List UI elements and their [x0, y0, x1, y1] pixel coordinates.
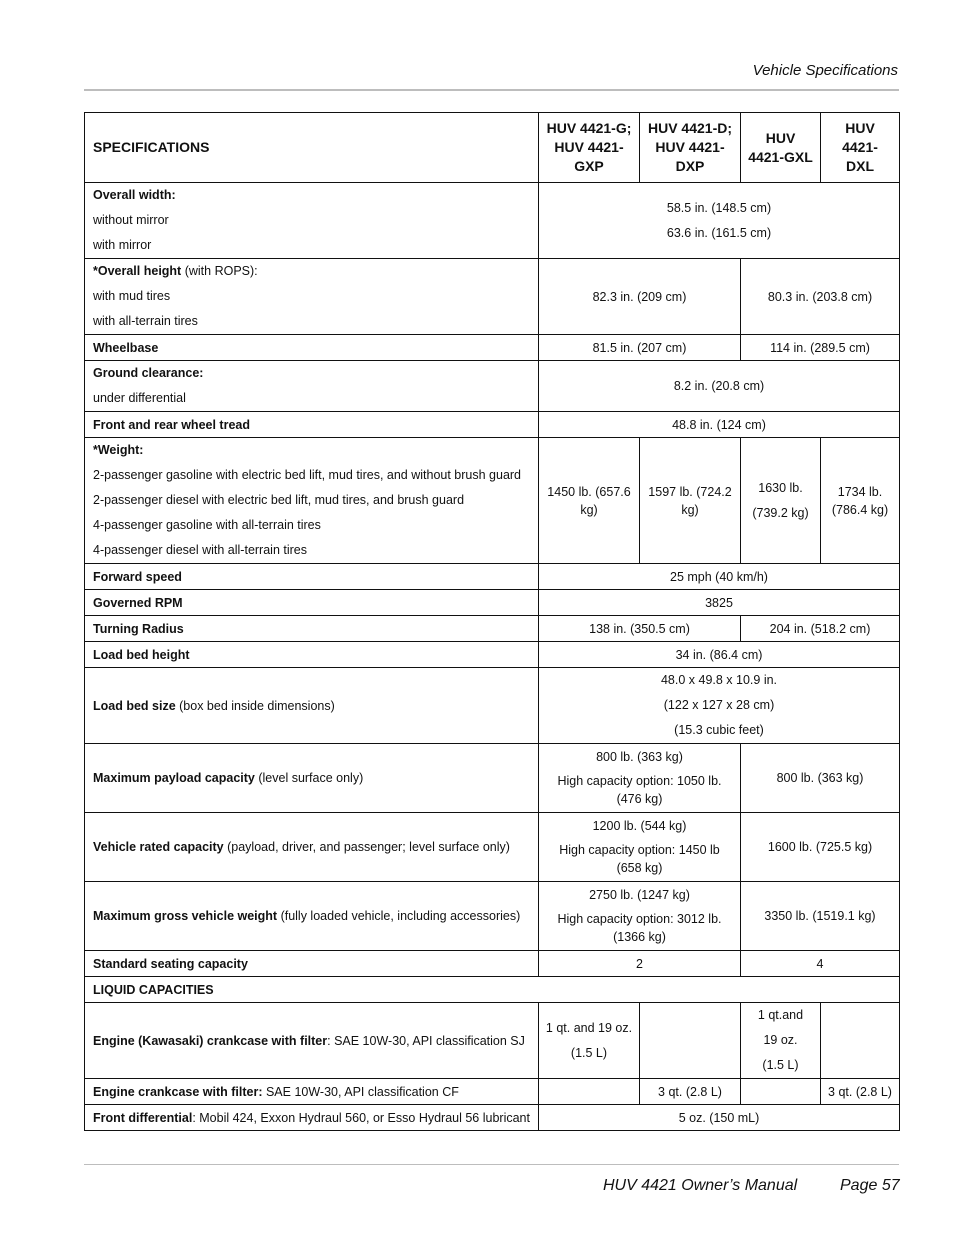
row-value-gross-weight-gxp-dxp: 2750 lb. (1247 kg) High capacity option: 3012 lb. (1366 kg) — [539, 882, 741, 951]
header-model-gxp: HUV 4421-G; HUV 4421- GXP — [539, 113, 640, 183]
table-row — [85, 1105, 900, 1131]
row-label-weight: *Weight: 2-passenger gasoline with electric bed lift, mud tires, and without brush guard 2-passenger diesel with electric bed lift, mud tires, and brush guard 4-passenger gasoline with all-terrain tires 4-passenger diesel with all-terrain tires — [85, 438, 539, 564]
row-value-governed-rpm: 3825 — [539, 590, 900, 616]
header-model-dxl: HUV 4421- DXL — [821, 113, 900, 183]
row-label-governed-rpm: Governed RPM — [85, 590, 539, 616]
row-value-weight-gxp: 1450 lb. (657.6 kg) — [539, 438, 640, 564]
row-label-turning-radius: Turning Radius — [85, 616, 539, 642]
table-row — [85, 813, 900, 882]
row-value-load-bed-height: 34 in. (86.4 cm) — [539, 642, 900, 668]
table-row — [85, 590, 900, 616]
row-value-wheel-tread: 48.8 in. (124 cm) — [539, 412, 900, 438]
row-label-load-bed-height: Load bed height — [85, 642, 539, 668]
row-value-engine-kawasaki-dxp — [640, 1003, 741, 1079]
table-section-row — [85, 977, 900, 1003]
table-row — [85, 438, 900, 564]
table-row — [85, 564, 900, 590]
row-value-load-bed-size: 48.0 x 49.8 x 10.9 in. (122 x 127 x 28 cm) (15.3 cubic feet) — [539, 668, 900, 744]
footer-manual-title: HUV 4421 Owner’s Manual — [603, 1177, 798, 1194]
table-row — [85, 1003, 900, 1079]
row-label-load-bed-size: Load bed size (box bed inside dimensions) — [85, 668, 539, 744]
header-divider — [84, 89, 899, 91]
row-label-seating: Standard seating capacity — [85, 951, 539, 977]
row-label-rated-capacity: Vehicle rated capacity (payload, driver, and passenger; level surface only) — [85, 813, 539, 882]
row-value-turning-radius-gxl-dxl: 204 in. (518.2 cm) — [741, 616, 900, 642]
section-label-liquid-capacities: LIQUID CAPACITIES — [85, 977, 900, 1003]
table-header-row — [85, 113, 900, 183]
row-label-forward-speed: Forward speed — [85, 564, 539, 590]
page-header-title: Vehicle Specifications — [752, 62, 898, 79]
header-model-dxp: HUV 4421-D; HUV 4421- DXP — [640, 113, 741, 183]
row-value-overall-height-gxp-dxp: 82.3 in. (209 cm) — [539, 259, 741, 335]
row-label-wheelbase: Wheelbase — [85, 335, 539, 361]
footer-page-number: Page 57 — [840, 1177, 900, 1194]
row-value-engine-kawasaki-gxl: 1 qt.and 19 oz. (1.5 L) — [741, 1003, 821, 1079]
row-value-engine-crankcase-gxp — [539, 1079, 640, 1105]
row-value-gross-weight-gxl-dxl: 3350 lb. (1519.1 kg) — [741, 882, 900, 951]
row-label-ground-clearance: Ground clearance: under differential — [85, 361, 539, 412]
table-row — [85, 183, 900, 259]
row-value-weight-gxl: 1630 lb. (739.2 kg) — [741, 438, 821, 564]
row-label-engine-kawasaki: Engine (Kawasaki) crankcase with filter: SAE 10W-30, API classification SJ — [85, 1003, 539, 1079]
row-value-seating-gxl-dxl: 4 — [741, 951, 900, 977]
row-value-wheelbase-gxp-dxp: 81.5 in. (207 cm) — [539, 335, 741, 361]
header-specifications: SPECIFICATIONS — [85, 113, 539, 183]
row-value-max-payload-gxp-dxp: 800 lb. (363 kg) High capacity option: 1050 lb. (476 kg) — [539, 744, 741, 813]
row-label-front-differential: Front differential: Mobil 424, Exxon Hydraul 560, or Esso Hydraul 56 lubricant — [85, 1105, 539, 1131]
row-label-wheel-tread: Front and rear wheel tread — [85, 412, 539, 438]
row-label-engine-crankcase: Engine crankcase with filter: SAE 10W-30, API classification CF — [85, 1079, 539, 1105]
row-value-wheelbase-gxl-dxl: 114 in. (289.5 cm) — [741, 335, 900, 361]
row-label-overall-height: *Overall height (with ROPS): with mud tires with all-terrain tires — [85, 259, 539, 335]
row-value-engine-kawasaki-dxl — [821, 1003, 900, 1079]
table-row — [85, 744, 900, 813]
table-row — [85, 361, 900, 412]
row-label-max-payload: Maximum payload capacity (level surface only) — [85, 744, 539, 813]
row-value-forward-speed: 25 mph (40 km/h) — [539, 564, 900, 590]
table-row — [85, 951, 900, 977]
row-value-front-differential: 5 oz. (150 mL) — [539, 1105, 900, 1131]
table-row — [85, 616, 900, 642]
specifications-table — [84, 112, 900, 1131]
row-value-ground-clearance: 8.2 in. (20.8 cm) — [539, 361, 900, 412]
table-row — [85, 668, 900, 744]
row-value-seating-gxp-dxp: 2 — [539, 951, 741, 977]
header-model-gxl: HUV 4421-GXL — [741, 113, 821, 183]
footer-divider — [84, 1164, 899, 1165]
table-row — [85, 882, 900, 951]
row-value-weight-dxp: 1597 lb. (724.2 kg) — [640, 438, 741, 564]
row-value-turning-radius-gxp-dxp: 138 in. (350.5 cm) — [539, 616, 741, 642]
table-row — [85, 642, 900, 668]
row-value-engine-crankcase-dxl: 3 qt. (2.8 L) — [821, 1079, 900, 1105]
row-value-overall-width: 58.5 in. (148.5 cm) 63.6 in. (161.5 cm) — [539, 183, 900, 259]
row-value-engine-kawasaki-gxp: 1 qt. and 19 oz. (1.5 L) — [539, 1003, 640, 1079]
row-value-overall-height-gxl-dxl: 80.3 in. (203.8 cm) — [741, 259, 900, 335]
row-label-overall-width: Overall width: without mirror with mirror — [85, 183, 539, 259]
row-value-weight-dxl: 1734 lb. (786.4 kg) — [821, 438, 900, 564]
row-label-gross-weight: Maximum gross vehicle weight (fully loaded vehicle, including accessories) — [85, 882, 539, 951]
row-value-max-payload-gxl-dxl: 800 lb. (363 kg) — [741, 744, 900, 813]
row-value-rated-capacity-gxl-dxl: 1600 lb. (725.5 kg) — [741, 813, 900, 882]
table-row — [85, 412, 900, 438]
row-value-rated-capacity-gxp-dxp: 1200 lb. (544 kg) High capacity option: 1450 lb (658 kg) — [539, 813, 741, 882]
row-value-engine-crankcase-dxp: 3 qt. (2.8 L) — [640, 1079, 741, 1105]
row-value-engine-crankcase-gxl — [741, 1079, 821, 1105]
table-row — [85, 1079, 900, 1105]
table-row — [85, 335, 900, 361]
table-row — [85, 259, 900, 335]
